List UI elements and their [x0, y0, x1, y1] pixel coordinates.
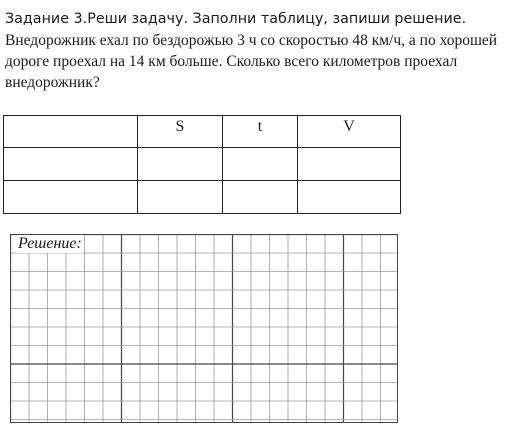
answer-table	[3, 115, 401, 214]
table-header-row	[4, 116, 401, 148]
table-cell[interactable]	[223, 148, 298, 181]
table-cell[interactable]	[138, 181, 223, 214]
table-row	[4, 181, 401, 214]
grid-lines	[10, 234, 398, 423]
header-cell-t: t	[223, 116, 298, 148]
table-cell[interactable]	[298, 181, 401, 214]
table-cell[interactable]	[4, 181, 138, 214]
task-title: Задание 3.Реши задачу. Заполни таблицу, запиши решение	[5, 11, 462, 27]
solution-label: Решение:	[18, 235, 82, 252]
table-cell[interactable]	[223, 181, 298, 214]
task-text: Внедорожник ехал по бездорожью 3 ч со скоростью 48 км/ч, а по хорошей дороге проехал на 14 км больше. Сколько всего километров проехал внедорожник?	[5, 32, 498, 91]
header-cell-s: S	[138, 116, 223, 148]
header-cell-label	[4, 116, 138, 148]
task-title-period: .	[461, 11, 467, 27]
grid-border	[11, 235, 398, 423]
table-cell[interactable]	[138, 148, 223, 181]
header-cell-v: V	[298, 116, 401, 148]
solution-grid[interactable]	[10, 234, 398, 423]
task-statement	[5, 8, 510, 93]
table-cell[interactable]	[4, 148, 138, 181]
table-cell[interactable]	[298, 148, 401, 181]
table-row	[4, 148, 401, 181]
